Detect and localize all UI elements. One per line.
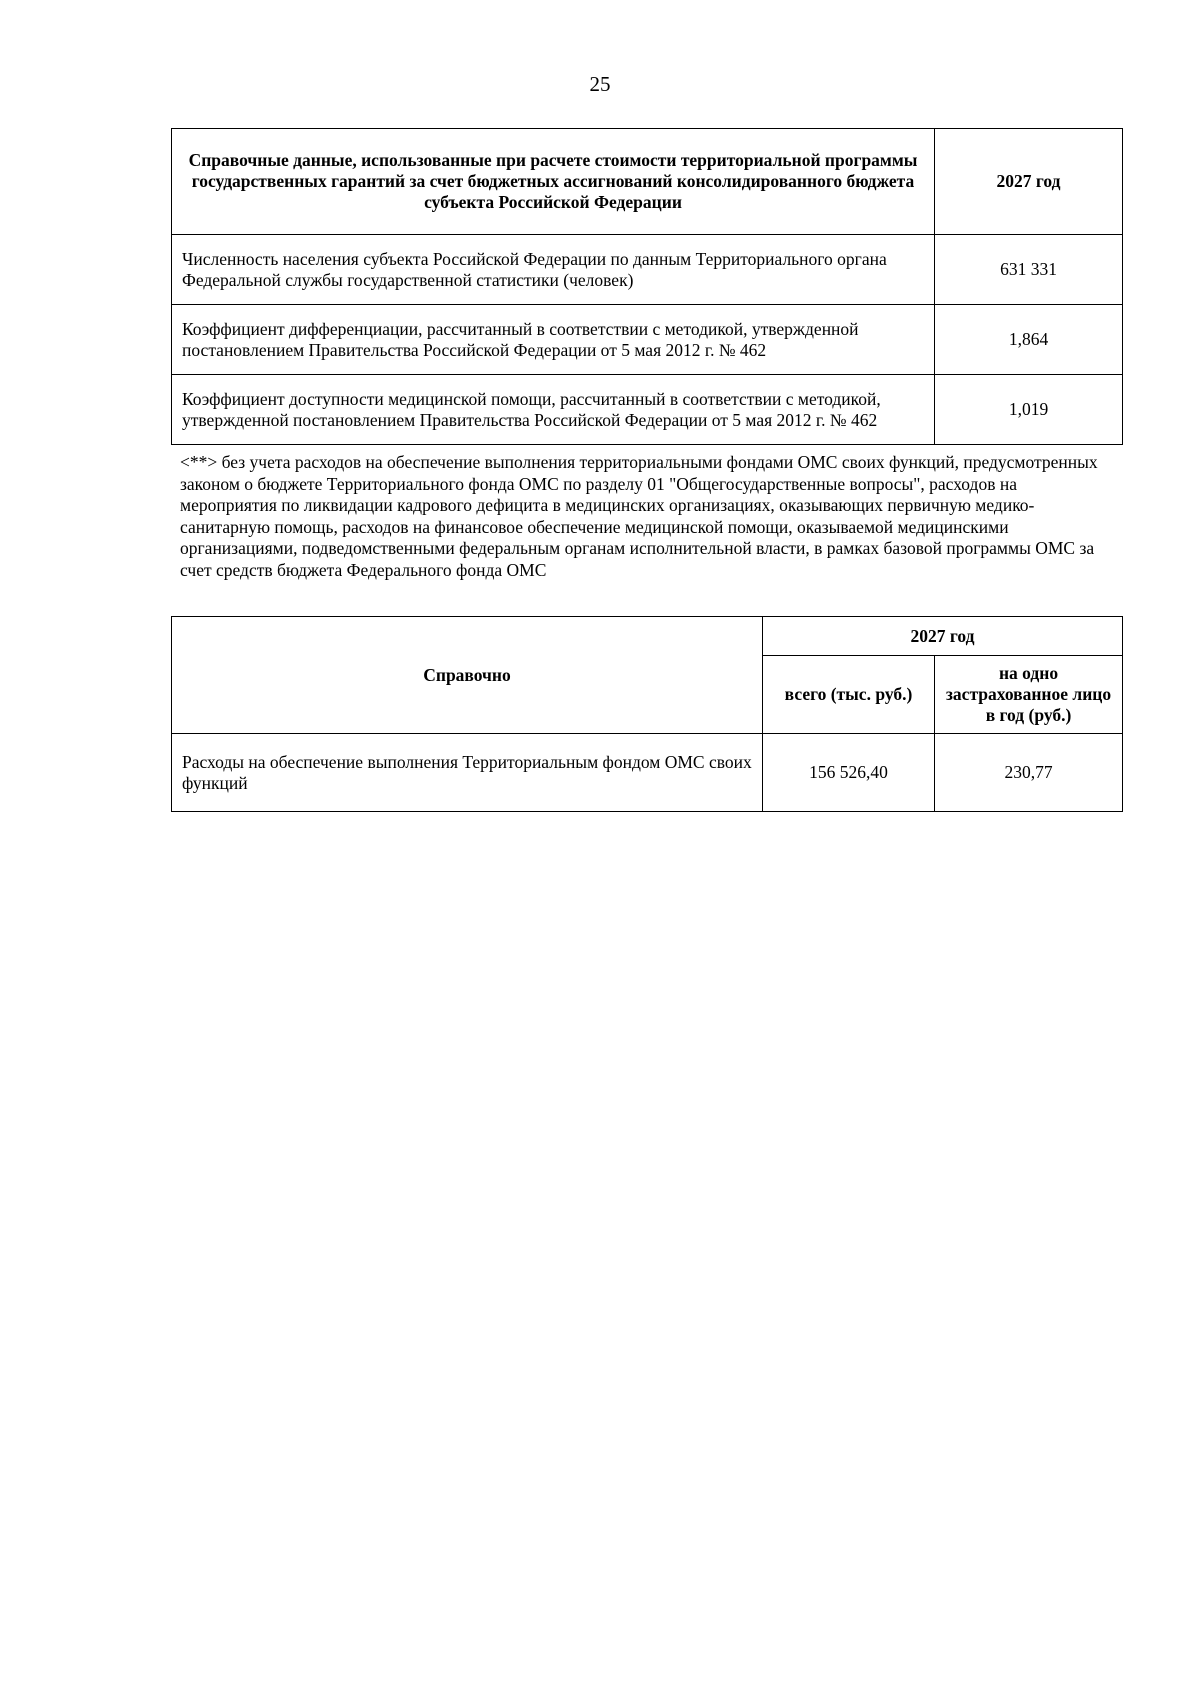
table-row <box>172 305 1123 375</box>
header-total: всего (тыс. руб.) <box>763 656 935 734</box>
header-description: Справочные данные, использованные при расчете стоимости территориальной программы государственных гарантий за счет бюджетных ассигнований консолидированного бюджета субъекта Российской Федерации <box>172 129 935 235</box>
row-value-accessibility: 1,019 <box>935 375 1123 445</box>
header-year: 2027 год <box>935 129 1123 235</box>
row-label-accessibility: Коэффициент доступности медицинской помощи, рассчитанный в соответствии с методикой, утвержденной постановлением Правительства Российской Федерации от 5 мая 2012 г. № 462 <box>172 375 935 445</box>
page-number: 25 <box>589 72 611 96</box>
row-label-population: Численность населения субъекта Российской Федерации по данным Территориального органа Федеральной службы государственной статистики (человек) <box>172 235 935 305</box>
header-year: 2027 год <box>763 617 1123 656</box>
row-label-differentiation: Коэффициент дифференциации, рассчитанный в соответствии с методикой, утвержденной постановлением Правительства Российской Федерации от 5 мая 2012 г. № 462 <box>172 305 935 375</box>
table-row <box>172 375 1123 445</box>
table-header-row <box>172 129 1123 235</box>
header-per-person: на одно застрахованное лицо в год (руб.) <box>935 656 1123 734</box>
table-row <box>172 235 1123 305</box>
table-header-row <box>172 617 1123 656</box>
row-value-total: 156 526,40 <box>763 734 935 812</box>
row-value-per-person: 230,77 <box>935 734 1123 812</box>
row-label-expenses: Расходы на обеспечение выполнения Территориальным фондом ОМС своих функций <box>172 734 763 812</box>
reference-expenses-table <box>171 616 1123 812</box>
header-reference-label: Справочно <box>172 617 763 734</box>
row-value-differentiation: 1,864 <box>935 305 1123 375</box>
footnote-text: <**> без учета расходов на обеспечение выполнения территориальными фондами ОМС своих функций, предусмотренных законом о бюджете Территориального фонда ОМС по разделу 01 "Общегосударственные вопросы", расходов на мероприятия по ликвидации кадрового дефицита в медицинских организациях, оказывающих первичную медико-санитарную помощь, расходов на финансовое обеспечение медицинской помощи, оказываемой медицинскими организациями, подведомственными федеральным органам исполнительной власти, в рамках базовой программы ОМС за счет средств бюджета Федерального фонда ОМС <box>180 452 1098 580</box>
table-row <box>172 734 1123 812</box>
row-value-population: 631 331 <box>935 235 1123 305</box>
reference-data-table <box>171 128 1123 445</box>
